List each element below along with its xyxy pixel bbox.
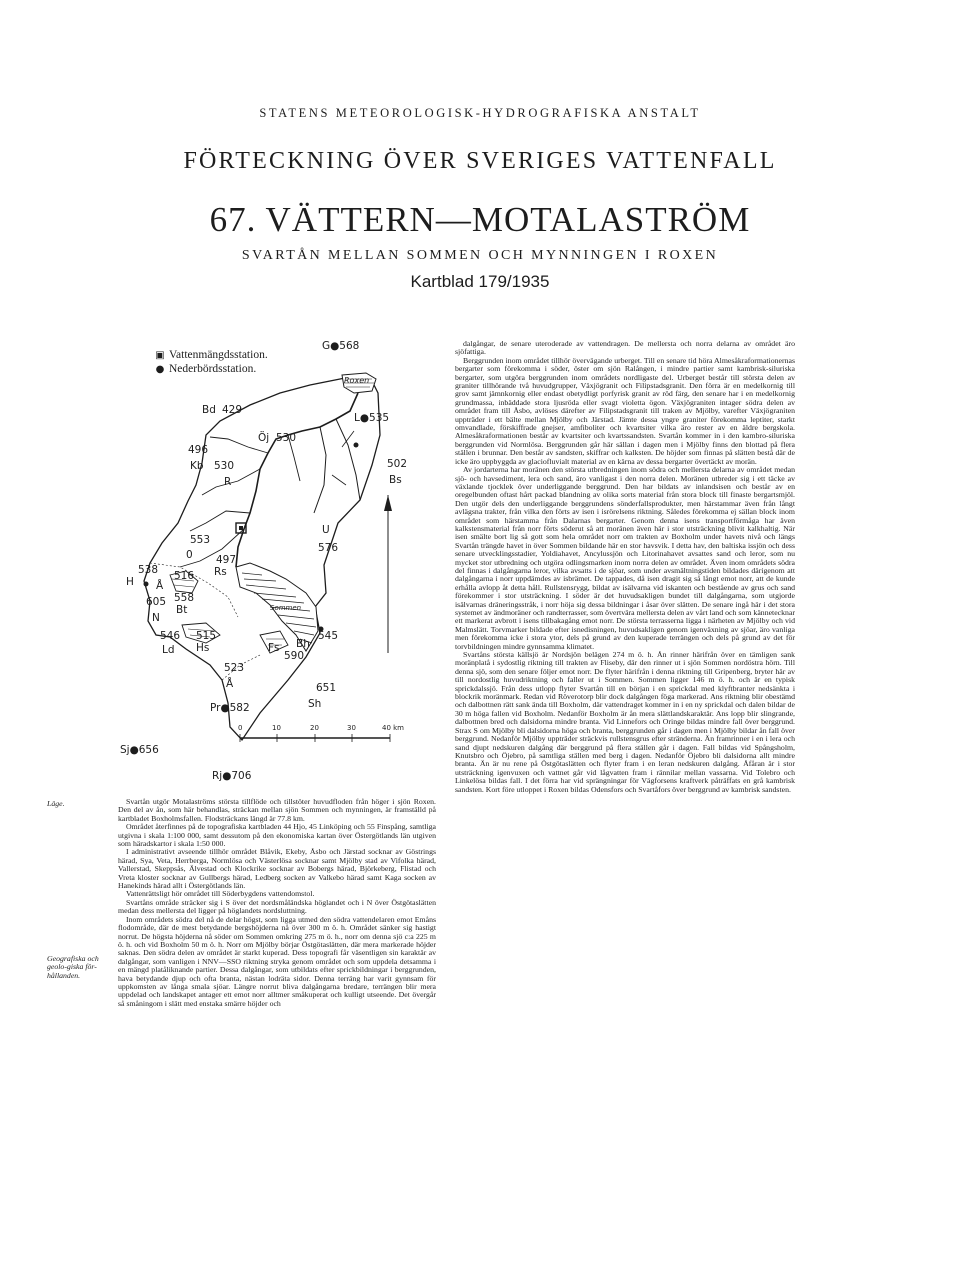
river-map bbox=[110, 335, 430, 790]
map-label: Kb bbox=[190, 460, 204, 472]
paragraph: Svartåns område sträcker sig i S över det nordsmåländska höglandet och i N över Östgötaslätten medan dess mellersta del ligger på höglandets nordsluttning. bbox=[118, 897, 436, 916]
series-title: FÖRTECKNING ÖVER SVERIGES VATTENFALL bbox=[183, 148, 777, 174]
map-label: 651 bbox=[316, 682, 337, 694]
square-station-icon: ▣ bbox=[155, 350, 165, 361]
paragraph: dalgångar, de senare uteroderade av vattendragen. De mellersta och norra delarna av området äro sjöfattiga. bbox=[455, 339, 795, 357]
map-label: 515 bbox=[196, 630, 217, 642]
scale-label: 0 bbox=[238, 724, 243, 732]
paragraph: Av jordarterna har moränen den största utbredningen inom södra och mellersta delarna av området medan sjö- och havsediment, lera och sand, äro vanligast i den norra delen. Moränen utbreder sig i ett täcke av växlande tjocklek över underliggande berggrund. Den har bildats av inlandsisen och består av en oregelbunden oftast hårt packad blandning av olika sorts material från stora block till finaste bergartsmjöl. Den utgör dels den underliggande berggrundens sönderfallsprodukter, men härstammar även från långt avlägsna trakter, från vilka den förts av isen i isrörelsens riktning. Således förekomma ej sällan block inom området som härstamma från Dalarnas bergarter. Genom denna isens transportförmåga har även kalkstensmaterial från norr förts söderut så att moränen även här i stor utsträckning blivit kalkhaltig. När isen smälte bort lig så gott som hela området norr om trakten av Boxholm under havets nivå och längs Svartån trängde havet in över Sommen bildande här en stor havsvik. I detta hav, den baltiska issjön och dess senare utvecklingsstadier, Yoldiahavet, Ancylussjön och Litorinahavet avsattes sand och leror, som nu mycket stor utbredning och utgöra odlingsmarken inom norra delen av området. Även inom områdets södra del finnas i dalgångarna leror, vilka avsatts i de sjöar, som under avsmältningstiden bildades därigenom att dalgångarna i norr uppdämdes av isbrämet. De tappades, då isen dragit sig så långt emot norr, att de kunde erhålla avlopp åt detta håll. Rullstensrygg, bildat av isälvarna vid iskanten och bestående av grus och sand förekommer i stor utsträckning. I söder är det huvudsakligen bundet till dalgångarna, som utgjorde isälvarnas dräneringsstråk, i norr höja sig dessa bildningar i åsar över slätten. De senare ingå här i det stora systemet av ändmoräner och randterrasser, som övertvära mellersta delen av vårt land och som kännetecknar ett markerat avbrott i isens tillbakagång emot norr. De största terrasserna ligga i närheten av Mjölby och vid Malmslätt. Torvmarker bildade efter isnedisningen, huvudsakligen genom igenväxning av sjöar, äro vanliga men förekomma icke i stora ytor, dels på grund av den kuperade terrängen och dels på grund av det för torvbildningen mindre gynnsamma klimatet. bbox=[455, 465, 795, 651]
map-label: Å bbox=[156, 580, 164, 592]
paragraph: Inom områdets södra del nå de delar högst, som ligga utmed den södra vattendelaren emot Emåns flodområde, där de mest betydande bergshöjderna nå över 300 m ö. h. Området sänker sig hastigt norrut. De högsta höjderna nå söder om Sommen omkring 275 m ö. h., norr om denna sjö c:a 225 m ö. h. och vid Boxholm 50 m ö. h. Norr om Mjölby börjar Östgötaslätten, där mera markerade höjder saknas. Den södra delen av området är starkt kuperad. Dess topografi får väsentligen sin karaktär av dalgångar, som vanligen i NNV—SSO riktning stryka genom området och som uppdela detsamma i en mängd platåliknande partier. Dessa dalgångar, som utbildats efter sprickbildningar i berggrunden, hava betydande djup och ofta branta, nästan lodräta sidor. Denna terräng har varit gynnsam för uppkomsten av långa smala sjöar. Längre norrut bliva dalgångarna bredare, terrängen blir mera uppdelad och landskapet antager ett emot norr alltmer småkuperat och kulligt utseende. Det övergår så småningom i slätt med enstaka smärre höjder och bbox=[118, 914, 436, 1008]
map-label: Fs bbox=[268, 642, 280, 654]
map-label: Rj●706 bbox=[212, 770, 252, 782]
svartan-river bbox=[236, 393, 358, 567]
map-label: Bh bbox=[296, 638, 310, 650]
scale-label: 30 bbox=[347, 724, 356, 732]
paragraph: Svartåns största källsjö är Nordsjön belägen 274 m ö. h. Ån rinner härifrån över en tämligen sank moränplatå i sydostlig riktning till trakten av Fliseby, där den rinner ut i sjön Sommen nordöstra hörn. Till denna sjö, som den senare följer emot norr. De flyter härifrån i denna riktning till Gripenberg, bryter här av till nordostlig huvudriktning och faller ut i Sommen. Sommen ligger 146 m ö. h. och är en typisk sprickdalssjö. Från dess utlopp flyter Svartån till en början i en sprickdal med klyftbranter nedsänkta i blockrik moränmark. Redan vid Röverotorp blir dock dalgången föga markerad. Ans riktning blir obestämd och dalbottnen rätt sank ända till Boxholm, där vattendraget kommer in i en ny sprickdal och dalen bildar de 30 m höga fallen vid Boxholm. Nedanför Boxholm är ån mera slättlandskaraktär. Ans lopp blir slingrande, dalbottnen bred och dalsidorna mindre branta. Vid Linnefors och Oringe bildas mindre fall över berggrund. Strax S om Mjölby bli dalsidorna höga och branta, berggrunden går i dagen men i Mjölby bildar ån fall över berggrund. Nedanför Mjölby uppträder sträckvis rullstensgrus efter stränderna. Än framrinner i en i lera och sand djupt nedskuren dalgång där berggrund på flera ställen går i dagen. Fall bildas vid Spångsholm, Knutsbro och Öjebro, på samtliga ställen med berg i dagen. Nedanför Öjebro bli dalsidorna allt mindre branta. Än är nu rene på Östgötaslätten och flyter fram i en leran nedskuren dalgång. Åfåran är i stor utsträckning igenvuxen och vattnet går vid lågvatten fram i rännilar mellan vassarna. Vid Tolebro och Linkelösa bildas fall. I det förra har vid sprängningar för Vägforsens kraftverk påträffats en grå kambrisk sandsten. Kort före utloppet i Roxen bildas Odensfors och Svartåfors över berggrund av kambrisk sandsten. bbox=[455, 650, 795, 794]
map-label: 605 bbox=[146, 596, 167, 608]
legend-item-flow-station bbox=[155, 349, 268, 361]
map-label: 553 bbox=[190, 534, 211, 546]
map-label: 516 bbox=[174, 570, 195, 582]
map-label: 0 bbox=[186, 549, 193, 561]
map-label: 576 bbox=[318, 542, 339, 554]
map-label: L●535 bbox=[354, 412, 390, 424]
map-label: Hs bbox=[196, 642, 210, 654]
paragraph: I administrativt avseende tillhör området Blåvik, Ekeby, Åsbo och Järstad socknar av Göstrings härad, Sya, Veta, Herrberga, Normlösa och Västerlösa socknar samt Mjölby stad av Vifolka härad, Vallerstad, Skeppsås, Älvestad och Klockrike socknar av Bobergs härad, Björkeberg, Flistad och Vreta kloster socknar av Gullbergs härad, Ledberg socken av Valkebo härad samt Kaga socken av Hanekinds härad allt i Östergötlands län. bbox=[118, 847, 436, 891]
text-column-left bbox=[118, 798, 436, 1008]
map-label: Bs bbox=[389, 474, 402, 486]
legend-label: Nederbördsstation. bbox=[169, 363, 257, 375]
map-label: N bbox=[152, 612, 160, 624]
margin-note-location: Läge. bbox=[47, 799, 65, 808]
map-label: 497 bbox=[216, 554, 237, 566]
legend-item-precip-station bbox=[155, 363, 256, 375]
map-label: 496 bbox=[188, 444, 209, 456]
map-label: G●568 bbox=[322, 340, 360, 352]
paragraph: Vattenrättsligt hör området till Söderbygdens vattendomstol. bbox=[126, 889, 315, 899]
scale-bar bbox=[240, 734, 390, 742]
legend-label: Vattenmängdsstation. bbox=[169, 349, 268, 361]
paragraph: Området återfinnes på de topografiska kartbladen 44 Hjo, 45 Linköping och 55 Finspång, samtliga utgivna i skala 1:100 000, samt dessutom på den ekonomiska kartan över Östergötlands län utgiven som häradskartor i skala 1:50 000. bbox=[118, 822, 436, 849]
agency-name: STATENS METEOROLOGISK-HYDROGRAFISKA ANSTALT bbox=[259, 106, 701, 120]
map-label: Ld bbox=[162, 644, 175, 656]
text-column-right bbox=[455, 340, 795, 794]
map-label: Sommen bbox=[270, 604, 302, 612]
map-label: 538 bbox=[138, 564, 159, 576]
map-label: Pr●582 bbox=[210, 702, 250, 714]
map-label: R bbox=[224, 476, 232, 488]
map-label: Rs bbox=[214, 566, 227, 578]
map-label: Bd bbox=[202, 404, 216, 416]
map-label: Öj bbox=[258, 432, 270, 444]
map-label: 523 bbox=[224, 662, 245, 674]
map-label: Å bbox=[226, 678, 234, 690]
map-label: Sj●656 bbox=[120, 744, 159, 756]
page-title: 67. VÄTTERN—MOTALASTRÖM bbox=[209, 200, 751, 239]
map-sheet-label: Kartblad 179/1935 bbox=[410, 272, 550, 291]
map-label: U bbox=[322, 524, 330, 536]
map-label: 530 bbox=[214, 460, 235, 472]
page-subtitle: SVARTÅN MELLAN SOMMEN OCH MYNNINGEN I ROXEN bbox=[241, 248, 719, 263]
map-label: 429 bbox=[222, 404, 243, 416]
dot-station-icon: ● bbox=[155, 364, 165, 375]
map-label: Roxen bbox=[344, 376, 370, 385]
map-label: H bbox=[126, 576, 134, 588]
map-label: 502 bbox=[387, 458, 408, 470]
map-label: Bt bbox=[176, 604, 188, 616]
paragraph: Svartån utgör Motalaströms största tillflöde och tillstöter huvudfloden från höger i sjön Roxen. Den del av ån, som här behandlas, sträckan mellan sjön Sommen och mynningen, är framställd på kartbladet Boxholmsfallen. Flodsträckans längd är 77.8 km. bbox=[118, 797, 436, 823]
map-label: 530 bbox=[276, 432, 297, 444]
margin-note-geography: Geografiska och geolo-giska för-hållanden. bbox=[47, 954, 99, 980]
map-drawing bbox=[110, 335, 430, 790]
scale-label: 10 bbox=[272, 724, 281, 732]
map-label: 546 bbox=[160, 630, 181, 642]
map-label: 545 bbox=[318, 630, 339, 642]
scale-label: 20 bbox=[310, 724, 319, 732]
scale-label: 40 km bbox=[382, 724, 405, 732]
paragraph: Berggrunden inom området tillhör övervägande urberget. Till en senare tid höra Almesåkraformationernas bergarter som förekomma i söder, öster om sjön Ralången, i mindre partier samt kambrisk-siluriska bergarter, som utgöra berggrunden inom områdets nordligaste del. Urberget består till största delen av graniter tillhörande två huvudgrupper, Växjögranit och Filipstadsgranit. Den förra är en medelkornig till grov samt jämnkornig eller endast obetydligt porfyrisk granit av röd färg, den senare har i en medelkornig grundmassa, inbäddade stora ljusröda eller svagt violetta ögon. Växjögraniten intager södra delen av området fram till Åsbo, avlöses därefter av Filipstadsgranit till traken av Mjölby, varefter Växjögraniten uppträder i ett bälte mellan Mjölby och Järstad. Jämte dessa yngre graniter förekomma leptiter, starkt omvandlade, förskiffrade gnejser, amfiboliter och kvartsiter vilka äro rester av en äldre bergskola. Almesåkraformationen består av kvartsiter och kvartssandsten. Svartån kommer in i den kambro-siluriska berggrunden vid Normlösa. Berggrunden går här sällan i dagen men i Mjölby finns den blottad på flera ställen i brunnar. Den består av sandsten, skiffrar och kalksten. De höjder som finnas på slätten bestå där de icke äro uppbyggda av glaciofluvialt material av en kärna av dessa bergarter övertäckt av morän. bbox=[455, 355, 795, 466]
map-label: 590 bbox=[284, 650, 305, 662]
map-label: 558 bbox=[174, 592, 195, 604]
map-label: Sh bbox=[308, 698, 322, 710]
